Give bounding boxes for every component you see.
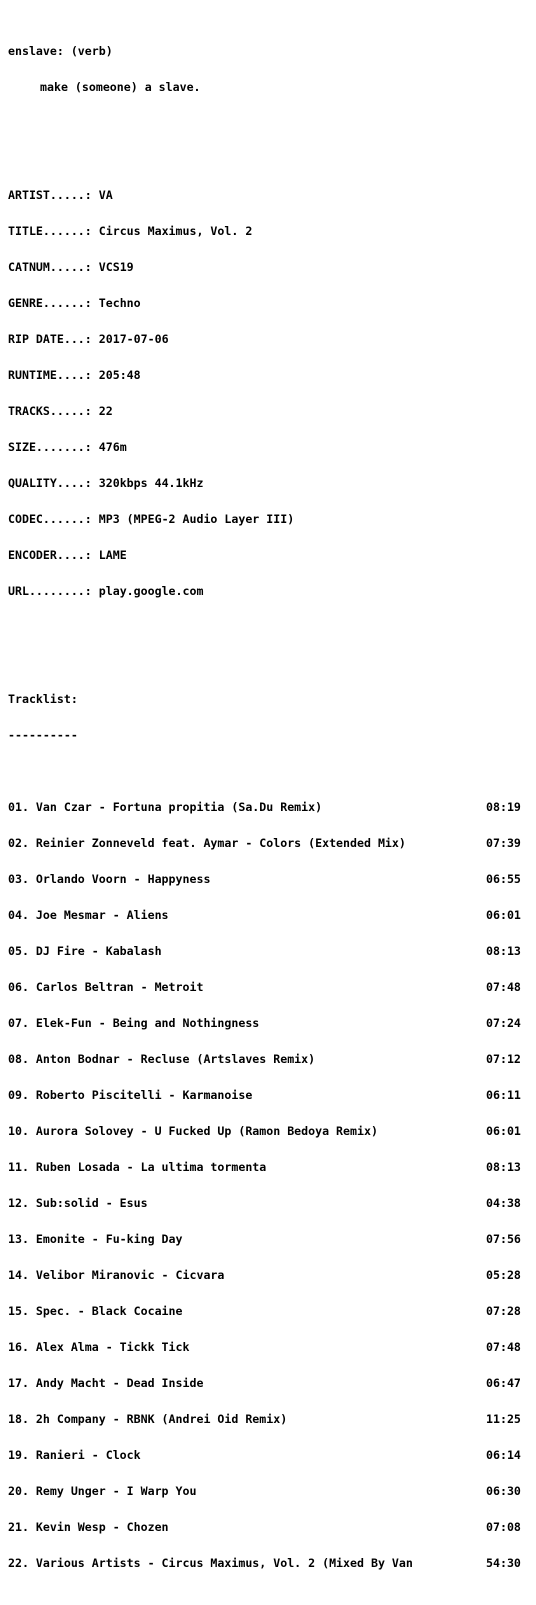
spacer: [8, 657, 534, 669]
track-title: 08. Anton Bodnar - Recluse (Artslaves Remix): [8, 1052, 316, 1066]
track-title: 16. Alex Alma - Tickk Tick: [8, 1340, 190, 1354]
info-value: 320kbps 44.1kHz: [98, 476, 204, 490]
info-value: play.google.com: [98, 584, 204, 598]
track-row: [8, 1197, 534, 1209]
track-duration: 07:39: [486, 836, 521, 850]
track-row: [8, 1305, 534, 1317]
info-value: 22: [98, 404, 113, 418]
info-key: QUALITY....: [8, 476, 85, 490]
track-duration: 07:08: [486, 1520, 521, 1534]
track-row: [8, 1125, 534, 1137]
track-row: [8, 873, 534, 885]
track-row: [8, 945, 534, 957]
track-duration: 07:48: [486, 1340, 521, 1354]
track-row: [8, 1557, 534, 1569]
track-title: 12. Sub:solid - Esus: [8, 1196, 148, 1210]
track-row: [8, 909, 534, 921]
track-duration: 08:13: [486, 944, 521, 958]
info-row-size: SIZE.......: 476m: [8, 440, 127, 454]
track-title: 03. Orlando Voorn - Happyness: [8, 872, 211, 886]
track-title: 10. Aurora Solovey - U Fucked Up (Ramon Bedoya Remix): [8, 1124, 378, 1138]
info-value: 2017-07-06: [98, 332, 169, 346]
track-title: 13. Emonite - Fu-king Day: [8, 1232, 183, 1246]
info-value: VA: [98, 188, 113, 202]
track-title: 07. Elek-Fun - Being and Nothingness: [8, 1016, 260, 1030]
track-duration: 07:12: [486, 1052, 521, 1066]
track-row: [8, 1521, 534, 1533]
track-row: [8, 1485, 534, 1497]
nfo-document: [8, 21, 534, 1605]
track-duration: 11:25: [486, 1412, 521, 1426]
info-key: CODEC......: [8, 512, 85, 526]
track-row: [8, 1449, 534, 1461]
track-row: [8, 837, 534, 849]
track-duration: 07:48: [486, 980, 521, 994]
info-key: SIZE.......: [8, 440, 85, 454]
track-duration: 06:30: [486, 1484, 521, 1498]
info-row-tracks: TRACKS.....: 22: [8, 404, 113, 418]
track-row: [8, 1377, 534, 1389]
info-row-runtime: RUNTIME....: 205:48: [8, 368, 141, 382]
track-row: [8, 1017, 534, 1029]
track-title: 18. 2h Company - RBNK (Andrei Oid Remix): [8, 1412, 288, 1426]
track-duration: 07:24: [486, 1016, 521, 1030]
track-row: [8, 1269, 534, 1281]
track-title: 20. Remy Unger - I Warp You: [8, 1484, 197, 1498]
tracklist: [8, 777, 534, 1593]
info-key: RIP DATE...: [8, 332, 85, 346]
track-duration: 06:11: [486, 1088, 521, 1102]
track-row: [8, 1341, 534, 1353]
track-row: [8, 1161, 534, 1173]
track-row: [8, 1233, 534, 1245]
track-duration: 06:47: [486, 1376, 521, 1390]
info-value: Techno: [98, 296, 141, 310]
track-duration: 07:28: [486, 1304, 521, 1318]
info-key: ENCODER....: [8, 548, 85, 562]
track-row: [8, 1413, 534, 1425]
track-title: 22. Various Artists - Circus Maximus, Vol. 2 (Mixed By Van: [8, 1556, 413, 1570]
spacer: [8, 117, 534, 129]
track-title: 04. Joe Mesmar - Aliens: [8, 908, 169, 922]
info-row-url: URL........: play.google.com: [8, 584, 204, 598]
track-duration: 08:19: [486, 800, 521, 814]
info-key: TITLE......: [8, 224, 85, 238]
info-row-quality: QUALITY....: 320kbps 44.1kHz: [8, 476, 204, 490]
tracklist-heading: Tracklist:: [8, 692, 78, 706]
info-row-encoder: ENCODER....: LAME: [8, 548, 127, 562]
info-value: 205:48: [98, 368, 141, 382]
info-value: Circus Maximus, Vol. 2: [98, 224, 253, 238]
info-row-artist: ARTIST.....: VA: [8, 188, 113, 202]
info-key: URL........: [8, 584, 85, 598]
track-duration: 06:01: [486, 1124, 521, 1138]
info-key: TRACKS.....: [8, 404, 85, 418]
track-duration: 07:56: [486, 1232, 521, 1246]
track-duration: 54:30: [486, 1556, 521, 1570]
track-duration: 04:38: [486, 1196, 521, 1210]
track-row: [8, 981, 534, 993]
definition-headword: enslave: (verb): [8, 44, 113, 58]
info-row-title: TITLE......: Circus Maximus, Vol. 2: [8, 224, 253, 238]
track-title: 01. Van Czar - Fortuna propitia (Sa.Du Remix): [8, 800, 323, 814]
track-title: 02. Reinier Zonneveld feat. Aymar - Colors (Extended Mix): [8, 836, 406, 850]
track-row: [8, 1089, 534, 1101]
info-key: RUNTIME....: [8, 368, 85, 382]
track-title: 14. Velibor Miranovic - Cicvara: [8, 1268, 225, 1282]
track-duration: 05:28: [486, 1268, 521, 1282]
track-duration: 06:01: [486, 908, 521, 922]
release-info: [8, 165, 534, 621]
track-row: [8, 1053, 534, 1065]
track-title: 15. Spec. - Black Cocaine: [8, 1304, 183, 1318]
info-row-codec: CODEC......: MP3 (MPEG-2 Audio Layer III): [8, 512, 295, 526]
info-row-rip-date: RIP DATE...: 2017-07-06: [8, 332, 169, 346]
track-title: 17. Andy Macht - Dead Inside: [8, 1376, 204, 1390]
info-value: 476m: [98, 440, 127, 454]
info-row-genre: GENRE......: Techno: [8, 296, 141, 310]
definition-meaning: make (someone) a slave.: [40, 80, 201, 94]
track-title: 21. Kevin Wesp - Chozen: [8, 1520, 169, 1534]
track-row: [8, 801, 534, 813]
info-key: GENRE......: [8, 296, 85, 310]
track-title: 06. Carlos Beltran - Metroit: [8, 980, 204, 994]
info-key: ARTIST.....: [8, 188, 85, 202]
track-duration: 08:13: [486, 1160, 521, 1174]
info-key: CATNUM.....: [8, 260, 85, 274]
info-value: MP3 (MPEG-2 Audio Layer III): [98, 512, 295, 526]
info-row-catnum: CATNUM.....: VCS19: [8, 260, 134, 274]
track-title: 09. Roberto Piscitelli - Karmanoise: [8, 1088, 253, 1102]
track-duration: 06:55: [486, 872, 521, 886]
tracklist-rule: ----------: [8, 728, 78, 742]
info-value: VCS19: [98, 260, 134, 274]
info-value: LAME: [98, 548, 127, 562]
track-title: 11. Ruben Losada - La ultima tormenta: [8, 1160, 267, 1174]
track-title: 19. Ranieri - Clock: [8, 1448, 141, 1462]
track-title: 05. DJ Fire - Kabalash: [8, 944, 162, 958]
track-duration: 06:14: [486, 1448, 521, 1462]
